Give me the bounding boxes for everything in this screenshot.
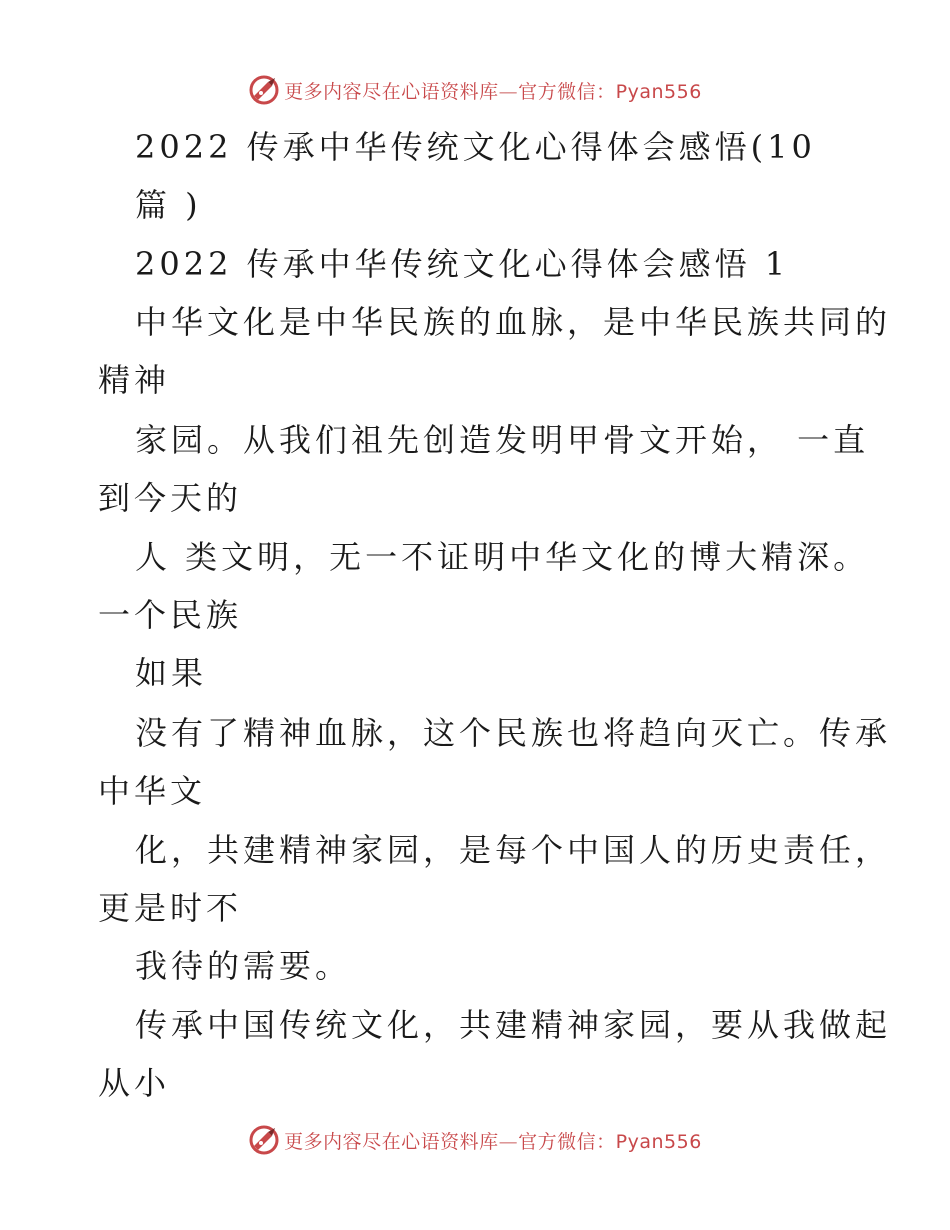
- watermark-brand: 更多内容尽在心语资料库: [284, 80, 499, 103]
- paragraph-line: 一个民族: [98, 596, 243, 634]
- paragraph-line: 家园。从我们祖先创造发明甲骨文开始， 一直: [135, 421, 870, 459]
- paragraph-line: 到今天的: [98, 479, 243, 517]
- watermark-brand: 更多内容尽在心语资料库: [284, 1130, 499, 1153]
- document-title-line-1: 2022 传承中华传统文化心得体会感悟(10: [135, 128, 816, 166]
- paragraph-line: 传承中国传统文化，共建精神家园，要从我做起: [135, 1006, 892, 1044]
- paragraph-line: 从小: [98, 1064, 171, 1102]
- brand-logo-icon: [248, 1124, 280, 1156]
- document-title-line-2: 篇 ): [135, 186, 202, 224]
- paragraph-line: 人 类文明，无一不证明中华文化的博大精深。: [135, 538, 870, 576]
- paragraph-line: 更是时不: [98, 889, 243, 927]
- paragraph-line: 化，共建精神家园，是每个中国人的历史责任，: [135, 831, 892, 869]
- paragraph-line: 中华文化是中华民族的血脉，是中华民族共同的: [135, 303, 892, 341]
- footer-watermark-banner: [0, 1120, 950, 1160]
- paragraph-line: 我待的需要。: [135, 947, 352, 985]
- watermark-contact: 官方微信：Pyan556: [518, 1130, 702, 1153]
- paragraph-line: 中华文: [98, 772, 207, 810]
- watermark-separator: —: [498, 80, 519, 103]
- paragraph-line: 如果: [135, 654, 208, 692]
- watermark-contact: 官方微信：Pyan556: [518, 80, 702, 103]
- watermark-text: [284, 1127, 702, 1154]
- paragraph-line: 没有了精神血脉，这个民族也将趋向灭亡。传承: [135, 714, 892, 752]
- section-heading: 2022 传承中华传统文化心得体会感悟 1: [135, 245, 790, 283]
- paragraph-line: 精神: [98, 361, 171, 399]
- watermark-separator: —: [498, 1130, 519, 1153]
